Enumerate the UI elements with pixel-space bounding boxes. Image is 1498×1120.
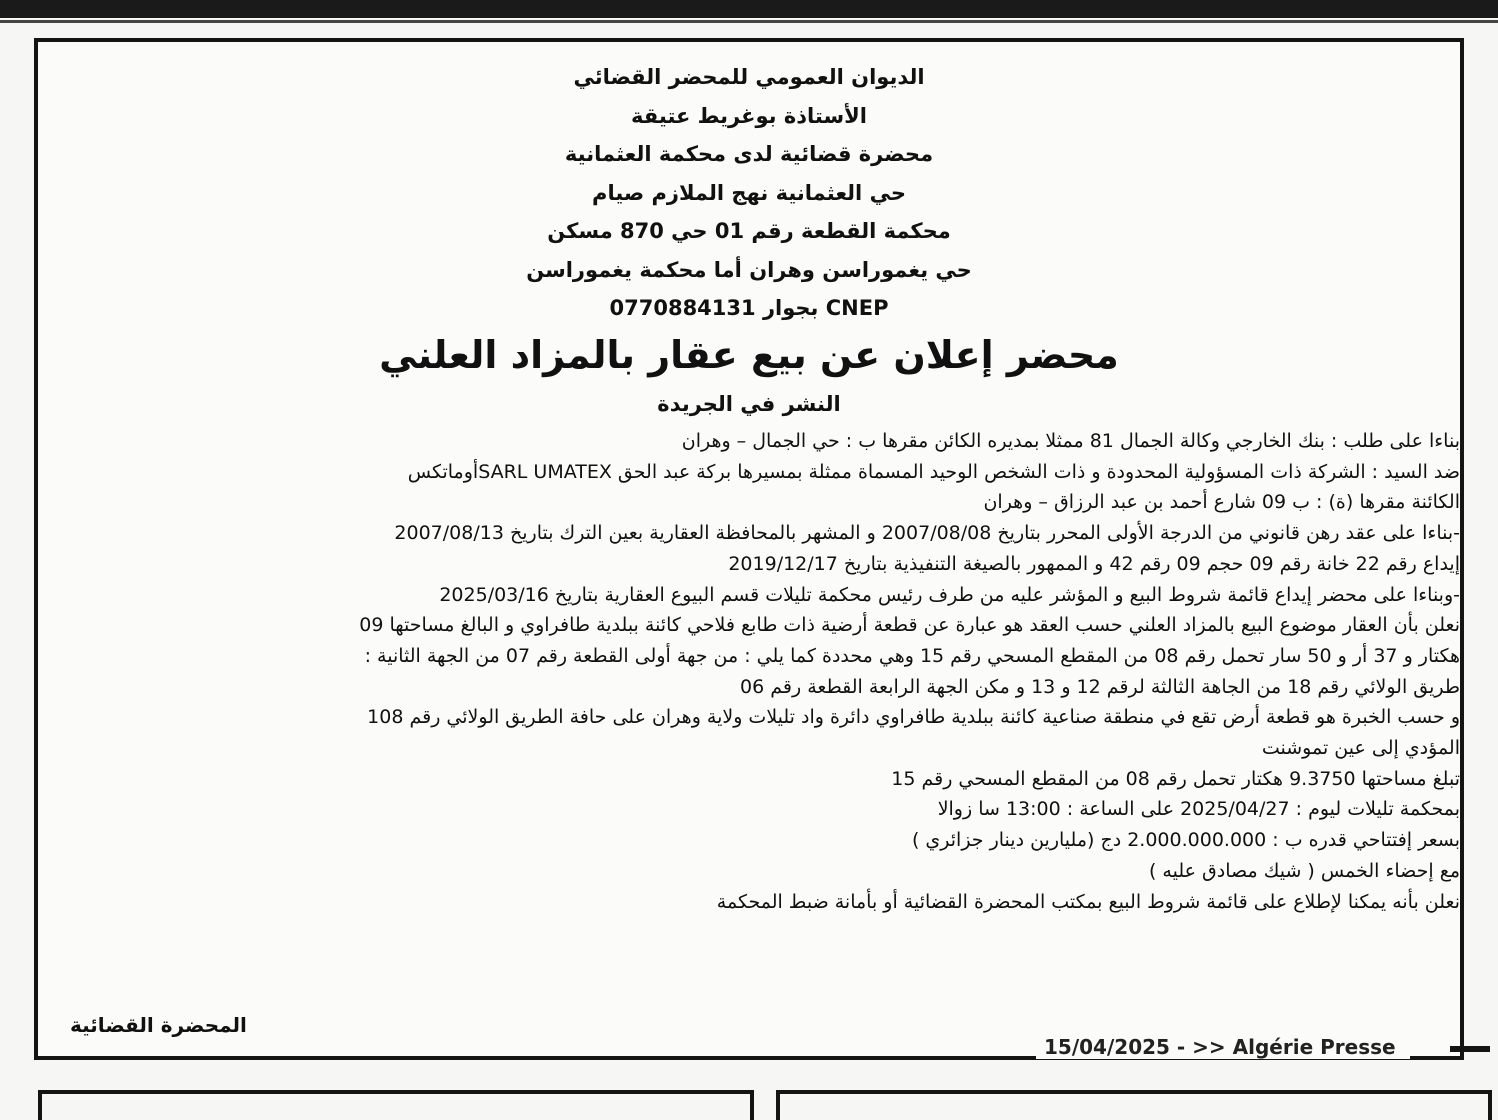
body-line: -بناءا على عقد رهن قانوني من الدرجة الأولى المحرر بتاريخ 2007/08/08 و المشهر بالمحافظة العقارية بعين الترك بتاريخ 2007/08/13	[394, 522, 1460, 545]
header-line: CNEP بجوار 0770884131	[609, 296, 889, 320]
body-line: هكتار و 37 أر و 50 سار تحمل رقم 08 من المقطع المسحي رقم 15 وهي محددة كما يلي : من جهة أولى القطعة رقم 07 من الجهة الثانية :	[364, 644, 1460, 667]
notice-subtitle: النشر في الجريدة	[657, 392, 841, 416]
publication-footer: 15/04/2025 - >> Algérie Presse	[1036, 1035, 1410, 1059]
header-line: محضرة قضائية لدى محكمة العثمانية	[564, 142, 934, 166]
header-line: حي يغموراسن وهران أما محكمة يغموراسن	[526, 257, 972, 282]
body-line: الكائنة مقرها (ة) : ب 09 شارع أحمد بن عبد الرزاق – وهران	[983, 491, 1460, 514]
notice-title: محضر إعلان عن بيع عقار بالمزاد العلني	[379, 333, 1119, 377]
body-line: بناءا على طلب : بنك الخارجي وكالة الجمال 81 ممثلا بمديره الكائن مقرها ب : حي الجمال – وهران	[681, 430, 1460, 452]
header-line: الديوان العمومي للمحضر القضائي	[573, 65, 925, 89]
next-ad-frame-right	[776, 1090, 1492, 1120]
notice-body	[64, 426, 1460, 917]
next-ad-frame-left	[38, 1090, 754, 1120]
body-line: مع إحضاء الخمس ( شيك مصادق عليه )	[1148, 859, 1460, 882]
body-line: بسعر إفتتاحي قدره ب : 2.000.000.000 دج (مليارين دينار جزائري )	[911, 829, 1460, 852]
body-line: إيداع رقم 22 خانة رقم 09 حجم 09 رقم 42 و الممهور بالصيغة التنفيذية بتاريخ 2019/12/17	[728, 552, 1460, 575]
auction-notice-frame	[34, 38, 1464, 1060]
footer-rule	[1450, 1046, 1490, 1052]
body-line: ضد السيد : الشركة ذات المسؤولية المحدودة و ذات الشخص الوحيد المسماة ممثلة بمسيرها بركة عبد الحق SARL UMATEXأوماتكس	[407, 460, 1460, 483]
body-line: -وبناءا على محضر إيداع قائمة شروط البيع و المؤشر عليه من طرف رئيس محكمة تليلات قسم البيوع العقارية بتاريخ 2025/03/16	[439, 583, 1460, 606]
body-line: المؤدي إلى عين تموشنت	[1261, 737, 1460, 760]
body-line: نعلن بأنه يمكنا لإطلاع على قائمة شروط البيع بمكتب المحضرة القضائية أو بأمانة ضبط المحكمة	[716, 890, 1460, 913]
top-page-rule	[0, 0, 1498, 18]
body-line: تبلغ مساحتها 9.3750 هكتار تحمل رقم 08 من المقطع المسحي رقم 15	[891, 767, 1460, 790]
body-line: نعلن بأن العقار موضوع البيع بالمزاد العلني حسب العقد هو عبارة عن قطعة أرضية ذات طابع فلاحي كائنة ببلدية طافراوي و البالغ مساحتها 09	[359, 614, 1460, 637]
body-line: و حسب الخبرة هو قطعة أرض تقع في منطقة صناعية كائنة ببلدية طافراوي دائرة واد تليلات ولاية وهران على حافة الطريق الولائي رقم 108	[367, 706, 1460, 729]
top-page-thin-rule	[0, 20, 1498, 23]
header-line: حي العثمانية نهج الملازم صيام	[592, 180, 906, 205]
signature: المحضرة القضائية	[70, 1013, 247, 1037]
header-line: محكمة القطعة رقم 01 حي 870 مسكن	[547, 219, 951, 243]
body-line: طريق الولائي رقم 18 من الجاهة الثالثة لرقم 12 و 13 و مكن الجهة الرابعة القطعة رقم 06	[740, 675, 1460, 698]
office-header	[38, 58, 1460, 328]
header-line: الأستاذة بوغريط عتيقة	[631, 103, 867, 128]
body-line: بمحكمة تليلات ليوم : 2025/04/27 على الساعة : 13:00 سا زوالا	[937, 798, 1460, 821]
